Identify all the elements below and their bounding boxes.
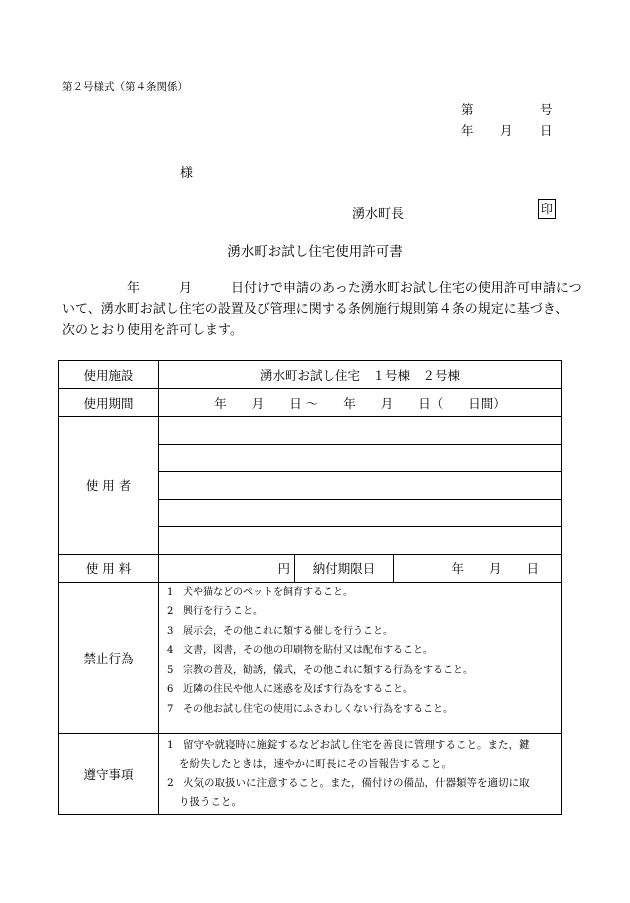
list-item: 6 近隣の住民や他人に迷惑を及ぼす行為をすること。 — [167, 684, 413, 696]
period-value: 年 月 日 ～ 年 月 日（ 日間） — [159, 389, 562, 417]
fee-row — [59, 554, 562, 582]
issuer-name: 湧水町長 — [352, 207, 405, 222]
list-item: 7 その他お試し住宅の使用にふさわしくない行為をすること。 — [167, 703, 453, 715]
list-item: 1 留守や就寝時に施錠するなどお試し住宅を善良に管理すること。また，鍵 — [167, 738, 530, 751]
user-fields — [159, 417, 562, 555]
list-item: 1 犬や猫などのペットを飼育すること。 — [167, 586, 353, 598]
list-item: 2 火気の取扱いに注意すること。また，備付けの備品，什器類等を適切に取 — [167, 776, 530, 789]
compliance-list — [159, 733, 562, 814]
prohibited-label: 禁止行為 — [59, 582, 159, 733]
compliance-row — [59, 733, 562, 814]
user-field-line — [159, 500, 561, 528]
document-title: 湧水町お試し住宅使用許可書 — [227, 244, 403, 260]
user-field-line — [159, 445, 561, 473]
addressee-suffix: 様 — [180, 166, 194, 181]
fee-label: 使 用 料 — [59, 554, 159, 582]
date-day: 日 — [540, 123, 553, 138]
list-item: 3 展示会，その他これに類する催しを行うこと。 — [167, 625, 393, 637]
list-item-continuation: を紛失したときは，速やかに町長にその旨報告すること。 — [179, 757, 452, 770]
permit-statement — [62, 278, 582, 341]
compliance-label: 遵守事項 — [59, 733, 159, 814]
statement-line: 年 月 日付けで申請のあった湧水町お試し住宅の使用許可申請につ — [62, 281, 582, 296]
facility-value: 湧水町お試し住宅 １号棟 ２号棟 — [159, 361, 562, 389]
user-field-line — [159, 472, 561, 500]
statement-line: 次のとおり使用を許可します。 — [62, 323, 243, 338]
prohibited-row — [59, 582, 562, 733]
date-month: 月 — [500, 123, 513, 138]
list-item-continuation: り扱うこと。 — [179, 795, 242, 808]
prohibited-list — [159, 582, 562, 733]
list-item: 4 文書，図書，その他の印刷物を貼付又は配布すること。 — [167, 645, 433, 657]
permit-table — [58, 360, 562, 815]
user-field-line — [159, 527, 561, 554]
list-item: 5 宗教の普及，勧誘，儀式，その他これに類する行為をすること。 — [167, 664, 473, 676]
user-field-line — [159, 417, 561, 445]
user-label: 使 用 者 — [59, 417, 159, 555]
user-row — [59, 417, 562, 555]
period-label: 使用期間 — [59, 389, 159, 417]
list-item: 2 興行を行うこと。 — [167, 606, 263, 618]
reference-number-prefix: 第 — [461, 102, 474, 117]
facility-label: 使用施設 — [59, 361, 159, 389]
reference-number-suffix: 号 — [540, 102, 553, 117]
statement-line: いて、湧水町お試し住宅の設置及び管理に関する条例施行規則第４条の規定に基づき、 — [62, 302, 569, 317]
seal-mark: 印 — [538, 199, 556, 219]
deadline-label: 納付期限日 — [295, 554, 394, 582]
fee-unit: 円 — [159, 554, 295, 582]
form-number: 第２号様式（第４条関係） — [62, 81, 188, 93]
facility-row — [59, 361, 562, 389]
date-year: 年 — [461, 123, 474, 138]
deadline-value: 年 月 日 — [394, 554, 562, 582]
period-row — [59, 389, 562, 417]
